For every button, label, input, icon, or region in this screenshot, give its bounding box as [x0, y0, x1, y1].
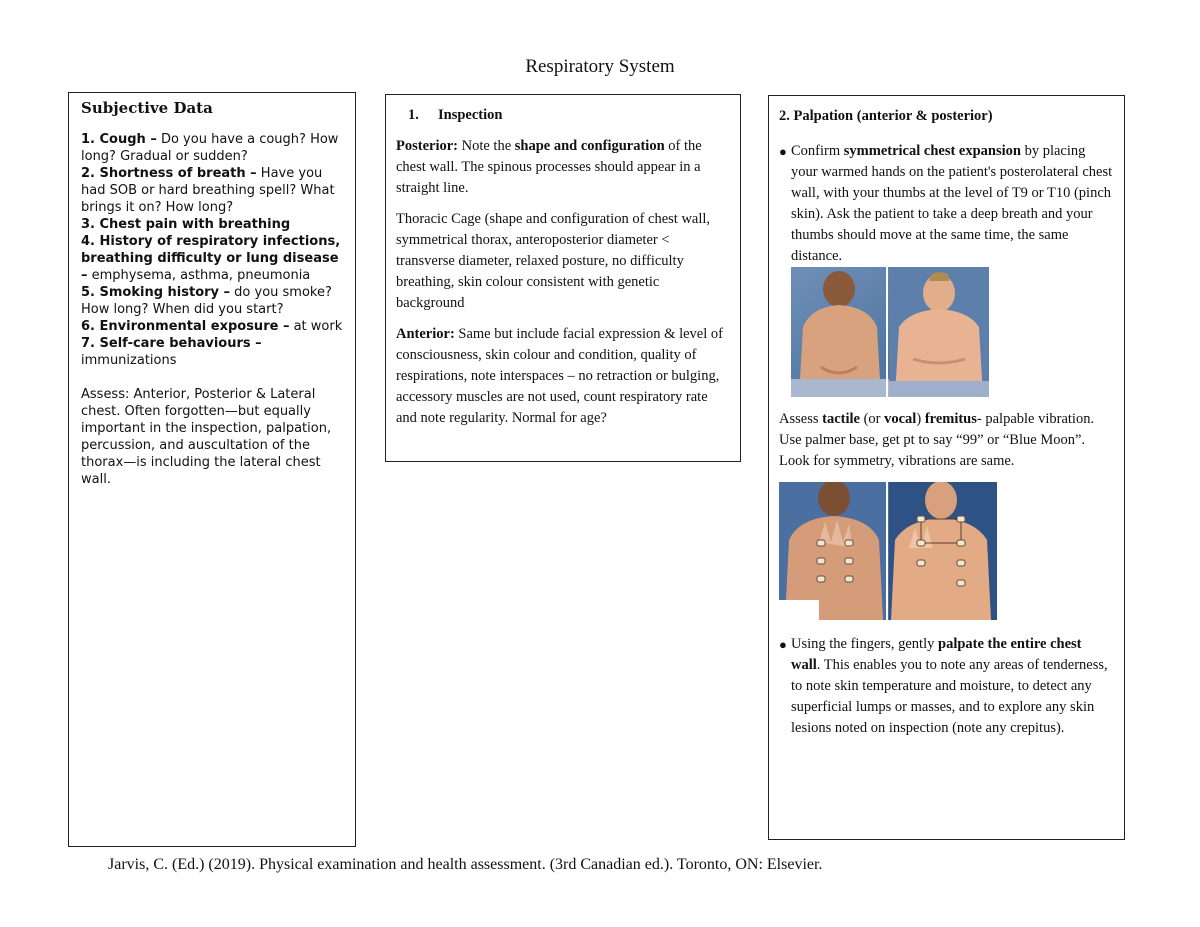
bullet-text-end: by placing your warmed hands on the patient's posterolateral chest wall, with your thumbs at the level of T9 or T10 (pinch skin). Ask the patient to take a deep breath and your thumbs should move at the same time, the same distance. [791, 143, 1113, 264]
fremitus-text: Assess [779, 411, 823, 427]
subjective-item [81, 284, 343, 318]
thoracic-paragraph: Thoracic Cage (shape and configuration of chest wall, symmetrical thorax, anteroposterior diameter < transverse diameter, relaxed posture, no difficulty breathing, skin colour consistent with genetic background [396, 211, 711, 311]
item-text: Have you had SOB or hard breathing spell? What brings it on? How long? [81, 166, 335, 215]
fremitus-bold-vocal: vocal [884, 411, 917, 427]
fremitus-photo [779, 482, 997, 620]
item-label: 2. Shortness of breath – [81, 166, 257, 181]
posterior-paragraph [396, 136, 730, 199]
subjective-item [81, 216, 343, 233]
anterior-text: Same but include facial expression & level of consciousness, skin colour and condition, quality of respirations, note interspaces – no retraction or bulging, accessory muscles are not used, count respiratory rate and note regularity. Normal for age? [396, 326, 723, 426]
chest-expansion-photo [791, 267, 989, 397]
bullet-palpate-chest-wall [779, 634, 1114, 739]
item-text: do you smoke? How long? When did you start? [81, 285, 332, 317]
bullet-text: Confirm [791, 143, 844, 159]
fremitus-illustration [779, 482, 997, 620]
page-title: Respiratory System [525, 56, 675, 77]
item-text: Do you have a cough? How long? Gradual or sudden? [81, 132, 339, 164]
posterior-label: Posterior: [396, 138, 458, 154]
subjective-heading: Subjective Data [81, 99, 213, 117]
fremitus-bold-fremitus: fremitus [924, 411, 977, 427]
bullet-text-end: . This enables you to note any areas of tenderness, to note skin temperature and moisture, to detect any superficial lumps or masses, and to explore any skin lesions noted on inspection (note any crepitus). [791, 657, 1108, 736]
item-label: 1. Cough – [81, 132, 157, 147]
subjective-item [81, 335, 343, 369]
anterior-paragraph [396, 324, 730, 429]
item-label: 4. History of respiratory infections, breathing difficulty or lung disease – [81, 234, 341, 283]
item-label: 5. Smoking history – [81, 285, 231, 300]
bullet-text: Using the fingers, gently [791, 636, 938, 652]
subjective-item [81, 233, 343, 284]
posterior-bold: shape and configuration [514, 138, 665, 154]
inspection-box [385, 94, 741, 462]
bullet-bold: symmetrical chest expansion [843, 143, 1021, 159]
inspection-number: 1. [408, 107, 419, 123]
item-text: emphysema, asthma, pneumonia [87, 268, 311, 283]
subjective-item [81, 165, 343, 216]
palpation-box [768, 95, 1125, 840]
subjective-item [81, 131, 343, 165]
bullet-bold: palpate the entire chest wall [791, 636, 1082, 673]
citation: Jarvis, C. (Ed.) (2019). Physical examination and health assessment. (3rd Canadian ed.). Toronto, ON: Elsevier. [108, 856, 823, 873]
chest-expansion-illustration [791, 267, 989, 397]
bullet-icon: ● [779, 144, 787, 159]
subjective-item [81, 318, 343, 335]
fremitus-bold-tactile: tactile [822, 411, 860, 427]
fremitus-text-mid2: ) [916, 411, 925, 427]
bullet-chest-expansion [779, 141, 1114, 267]
item-label: 7. Self-care behaviours – [81, 336, 262, 351]
bullet-icon: ● [779, 637, 787, 652]
item-text: at work [289, 319, 343, 334]
fremitus-text-end: - palpable vibration. Use palmer base, get pt to say “99” or “Blue Moon”. Look for symmetry, vibrations are same. [779, 411, 1095, 469]
assess-note: Assess: Anterior, Posterior & Lateral chest. Often forgotten—but equally important in the inspection, palpation, percussion, and auscultation of the thorax—is including the lateral chest wall. [81, 387, 332, 487]
posterior-text-end: of the chest wall. The spinous processes should appear in a straight line. [396, 138, 702, 196]
inspection-heading [396, 105, 730, 126]
inspection-title: Inspection [438, 107, 503, 123]
palpation-heading: 2. Palpation (anterior & posterior) [779, 108, 993, 124]
fremitus-text-mid: (or [859, 411, 885, 427]
item-text: immunizations [81, 353, 177, 368]
subjective-data-box [68, 92, 356, 847]
posterior-text: Note the [458, 138, 515, 154]
anterior-label: Anterior: [396, 326, 455, 342]
item-label: 3. Chest pain with breathing [81, 217, 291, 232]
item-label: 6. Environmental exposure – [81, 319, 290, 334]
fremitus-paragraph [779, 409, 1114, 472]
